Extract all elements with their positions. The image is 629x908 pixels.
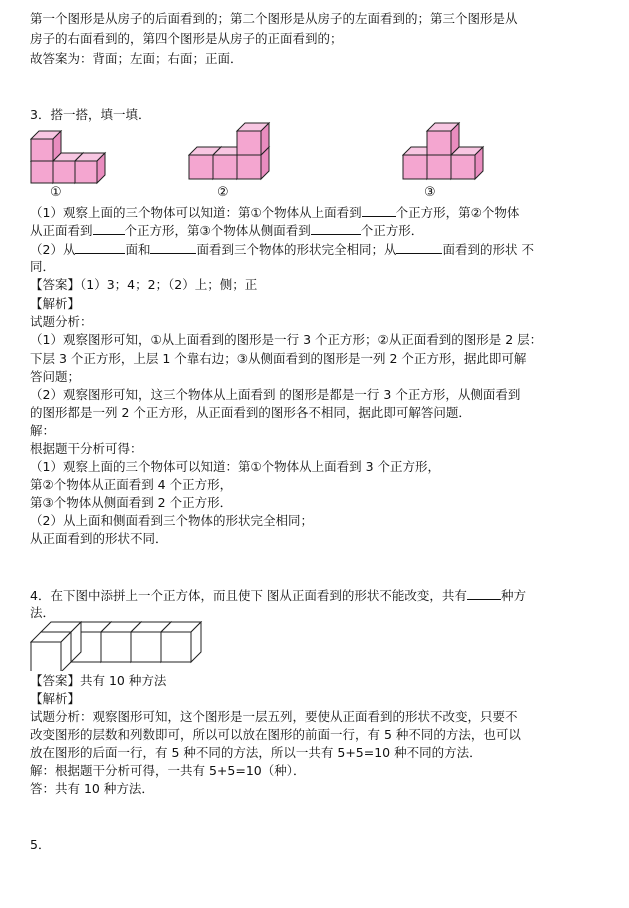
q4-figure-row-of-cubes [30, 621, 212, 671]
q3-title: 3．搭一搭，填一填． [30, 107, 151, 122]
q3-figure-3 [402, 122, 486, 186]
q3-text: 面和 [125, 242, 151, 257]
q4-answer-line: 答：共有 10 种方法． [30, 781, 154, 796]
q3-analysis-line-4: 答问题； [30, 369, 81, 384]
q3-solution-line-2: （1）观察上面的三个物体可以知道：第①个物体从上面看到 3 个正方形， [30, 459, 441, 474]
q3-text: 个正方形． [360, 223, 424, 238]
cube-front-face [451, 155, 475, 179]
cube-front-face [101, 632, 131, 662]
cube-front-face [75, 161, 97, 183]
q3-blank-6 [396, 241, 442, 254]
q4-text: 种方 [500, 588, 526, 603]
q3-answer: 【答案】（1）3；4；2；（2）上；侧；正 [30, 277, 258, 292]
q4-solution-line: 解：根据题干分析可得，一共有 5+5=10（种）． [30, 763, 306, 778]
cube-front-face [53, 161, 75, 183]
cube-front-face [31, 139, 53, 161]
q3-solution-label: 解： [30, 423, 56, 438]
q4-analysis-line-2: 改变图形的层数和列数即可，所以可以放在图形的前面一行，有 5 种不同的方法，也可以 [30, 727, 521, 742]
q5-number: 5． [30, 837, 51, 852]
q3-text: 个正方形，第③个物体从侧面看到 [124, 223, 311, 238]
prev-answer-line: 故答案为：背面；左面；右面；正面． [30, 51, 243, 66]
cube-front-face [161, 632, 191, 662]
q3-blank-5 [150, 241, 196, 254]
prev-text-line-2: 房子的右面看到的，第四个图形是从房子的正面看到的； [30, 31, 343, 46]
q3-figure-2 [188, 122, 272, 186]
q3-solution-line-1: 根据题干分析可得： [30, 441, 143, 456]
q4-text: 4．在下图中添拼上一个正方体，而且使下 图从正面看到的形状不能改变，共有 [30, 588, 467, 603]
q3-blank-3 [311, 222, 361, 235]
q3-analysis-line-2: （1）观察图形可知，①从上面看到的图形是一行 3 个正方形；②从正面看到的图形是 2 层： [30, 332, 543, 347]
cube-front-face [427, 131, 451, 155]
cube-front-face [189, 155, 213, 179]
q4-analysis-title: 【解析】 [30, 691, 81, 706]
q3-solution-line-6: 从正面看到的形状不同． [30, 531, 168, 546]
q3-solution-line-5: （2）从上面和侧面看到三个物体的形状完全相同； [30, 513, 313, 528]
q3-figure-2-label: ② [217, 185, 229, 200]
q4-analysis-line-1: 试题分析：观察图形可知，这个图形是一层五列，要使从正面看到的形状不改变，只要不 [30, 709, 518, 724]
q4-analysis-line-3: 放在图形的后面一行，有 5 种不同的方法，所以一共有 5+5=10 种不同的方法． [30, 745, 482, 760]
q3-solution-line-4: 第③个物体从侧面看到 2 个正方形． [30, 495, 233, 510]
q3-text: 面看到的形状 不 [442, 242, 534, 257]
q3-analysis-line-6: 的图形都是一列 2 个正方形，从正面看到的图形各不相同，据此即可解答问题． [30, 405, 471, 420]
q3-figure-1-label: ① [50, 185, 62, 200]
cube-front-face [237, 155, 261, 179]
q3-question-line-4: 同． [30, 259, 56, 274]
cube-front-face [237, 131, 261, 155]
q3-analysis-title: 【解析】 [30, 296, 81, 311]
cube-front-face [213, 155, 237, 179]
q3-analysis-line-1: 试题分析： [30, 314, 93, 329]
q3-blank-1 [362, 204, 396, 217]
q4-question-line-1 [30, 587, 526, 604]
q3-question-line-2 [30, 222, 423, 239]
q3-figure-3-label: ③ [424, 185, 436, 200]
q3-blank-2 [93, 222, 125, 235]
q3-text: 个正方形，第②个物体 [395, 205, 520, 220]
q3-question-line-3 [30, 241, 534, 258]
cube-front-face [131, 632, 161, 662]
cube-front-face [31, 642, 61, 671]
q3-figure-1 [30, 130, 110, 186]
q4-answer: 【答案】共有 10 种方法 [30, 673, 167, 688]
q3-text: （2）从 [30, 242, 76, 257]
q3-analysis-line-3: 下层 3 个正方形，上层 1 个靠右边；③从侧面看到的图形是一列 2 个正方形，据此即可解 [30, 351, 527, 366]
q3-text: （1）观察上面的三个物体可以知道：第①个物体从上面看到 [30, 205, 362, 220]
prev-text-line-1: 第一个图形是从房子的后面看到的；第二个图形是从房子的左面看到的；第三个图形是从 [30, 11, 518, 26]
cube-front-face [403, 155, 427, 179]
q3-text: 从正面看到 [30, 223, 93, 238]
q3-solution-line-3: 第②个物体从正面看到 4 个正方形， [30, 477, 233, 492]
cube-front-face [31, 161, 53, 183]
q3-analysis-line-5: （2）观察图形可知，这三个物体从上面看到 的图形是都是一行 3 个正方形，从侧面看到 [30, 387, 521, 402]
cube-front-face [427, 155, 451, 179]
q4-question-line-2: 法． [30, 605, 56, 620]
q4-blank [467, 587, 501, 600]
q3-text: 面看到三个物体的形状完全相同；从 [196, 242, 397, 257]
q3-blank-4 [75, 241, 125, 254]
q3-question-line-1 [30, 204, 519, 221]
